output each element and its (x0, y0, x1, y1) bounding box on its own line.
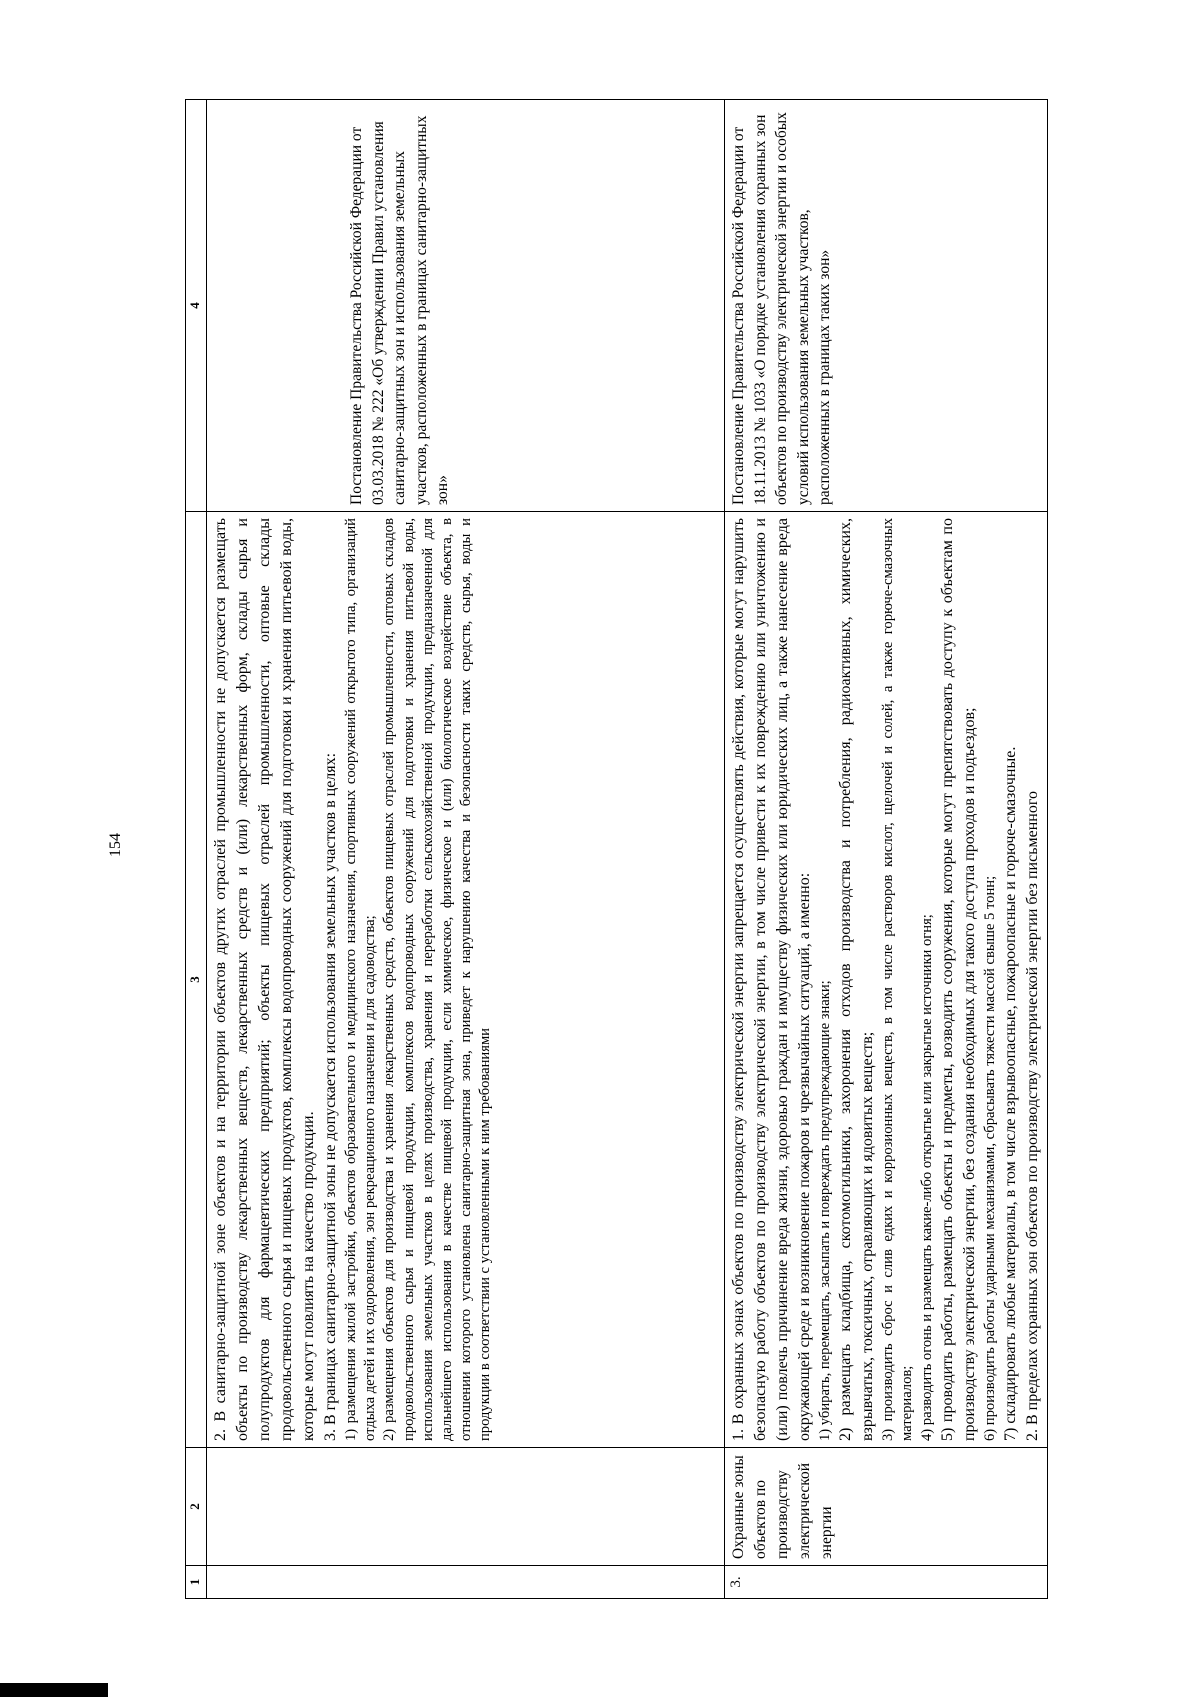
zone-name (207, 1448, 725, 1566)
column-header-1: 1 (186, 1566, 207, 1599)
paragraph: 2) размещения объектов для производства и хранения лекарственных средств, объектов пищевых отраслей промышленности, оптовых складов продовольственного сырья и пищевой продукции, комплексов водопроводных сооружений для подготовки и хранения питьевой воды, использования земельных участков в целях производства, хранения и переработки сельскохозяйственной продукции, предназначенной для дальнейшего использования в качестве пищевой продукции, если химическое, физическое и (или) биологическое воздействие объекта, в отношении которого установлена санитарно-защитная зона, приведет к нарушению качества и безопасности таких средств, сырья, воды и продукции в соответствии с установленными к ним требованиями (381, 518, 494, 1441)
column-header-3: 3 (186, 512, 207, 1448)
paragraph: 5) проводить работы, размещать объекты и предметы, возводить сооружения, которые могут препятствовать доступу к объектам по производству электрической энергии, без создания необходимых для такого доступа проходов и подъездов; (938, 518, 978, 1441)
paragraph: 4) разводить огонь и размещать какие-либо открытые или закрытые источники огня; (918, 914, 935, 1441)
zones-table (185, 99, 1048, 1599)
paragraph: 1) размещения жилой застройки, объектов образовательного и медицинского назначения, спортивных сооружений открытого типа, организаций отдыха детей и их оздоровления, зон рекреационного назначения и для садоводства; (343, 518, 379, 1441)
paragraph: 6) производить работы ударными механизмами, сбрасывать тяжести массой свыше 5 тонн; (981, 875, 998, 1441)
paragraph: 7) складировать любые материалы, в том числе взрывоопасные, пожароопасные и горюче-смазочные. (1002, 746, 1020, 1441)
table-row (725, 100, 1048, 1599)
paragraph: 2. В санитарно-защитной зоне объектов и на территории объектов других отраслей промышленности не допускается размещать объекты по производству лекарственных веществ, лекарственных средств и (или) лекарственных форм, склады сырья и полупродуктов для фармацевтических предприятий; объекты пищевых отраслей промышленности, оптовые склады продовольственного сырья и пищевых продуктов, комплексы водопроводных сооружений для подготовки и хранения питьевой воды, которые могут повлиять на качество продукции. (212, 518, 317, 1441)
zone-name: Охранные зоны объектов по производству электрической энергии (725, 1448, 1048, 1566)
table-header-row (186, 100, 207, 1599)
row-number: 3. (725, 1566, 1048, 1599)
paragraph: 3) производить сброс и слив едких и коррозионных веществ, в том числе растворов кислот, щелочей и солей, а также горюче-смазочных материалов; (880, 518, 916, 1441)
decree-text: Постановление Правительства Российской Федерации от 03.03.2018 № 222 «Об утверждении Правил установления санитарно-защитных зон и использования земельных участков, расположенных в границах санитарно-защитных зон» (348, 115, 452, 505)
scan-edge-mark (0, 1683, 108, 1697)
paragraph: 2. В пределах охранных зон объектов по производству электрической энергии без письменного (1024, 790, 1042, 1441)
legal-basis (725, 100, 1048, 512)
paragraph: 1) убирать, перемещать, засыпать и повреждать предупреждающие знаки; (817, 980, 833, 1441)
table-row (207, 100, 725, 1599)
decree-text: Постановление Правительства Российской Федерации от 18.11.2013 № 1033 «О порядке установления охранных зон объектов по производству электрической энергии и особых условий использования земельных участков, расположенных в границах таких зон» (730, 112, 834, 505)
paragraph: 1. В охранных зонах объектов по производству электрической энергии запрещается осуществлять действия, которые могут нарушить безопасную работу объектов по производству электрической энергии, в том числе привести к их повреждению или уничтожению и (или) повлечь причинение вреда жизни, здоровью граждан и имуществу физических или юридических лиц, а также нанесение вреда окружающей среде и возникновение пожаров и чрезвычайных ситуаций, а именно: (730, 518, 813, 1441)
restrictions-text (725, 512, 1048, 1448)
restrictions-text (207, 512, 725, 1448)
column-header-2: 2 (186, 1448, 207, 1566)
legal-basis (207, 100, 725, 512)
row-number (207, 1566, 725, 1599)
rotated-table-container (185, 99, 1185, 1599)
paragraph: 3. В границах санитарно-защитной зоны не допускается использования земельных участков в целях: (322, 752, 339, 1441)
column-header-4: 4 (186, 100, 207, 512)
paragraph: 2) размещать кладбища, скотомогильники, захоронения отходов производства и потребления, радиоактивных, химических, взрывчатых, токсичных, отравляющих и ядовитых веществ; (837, 518, 877, 1441)
page-number: 154 (107, 833, 124, 857)
